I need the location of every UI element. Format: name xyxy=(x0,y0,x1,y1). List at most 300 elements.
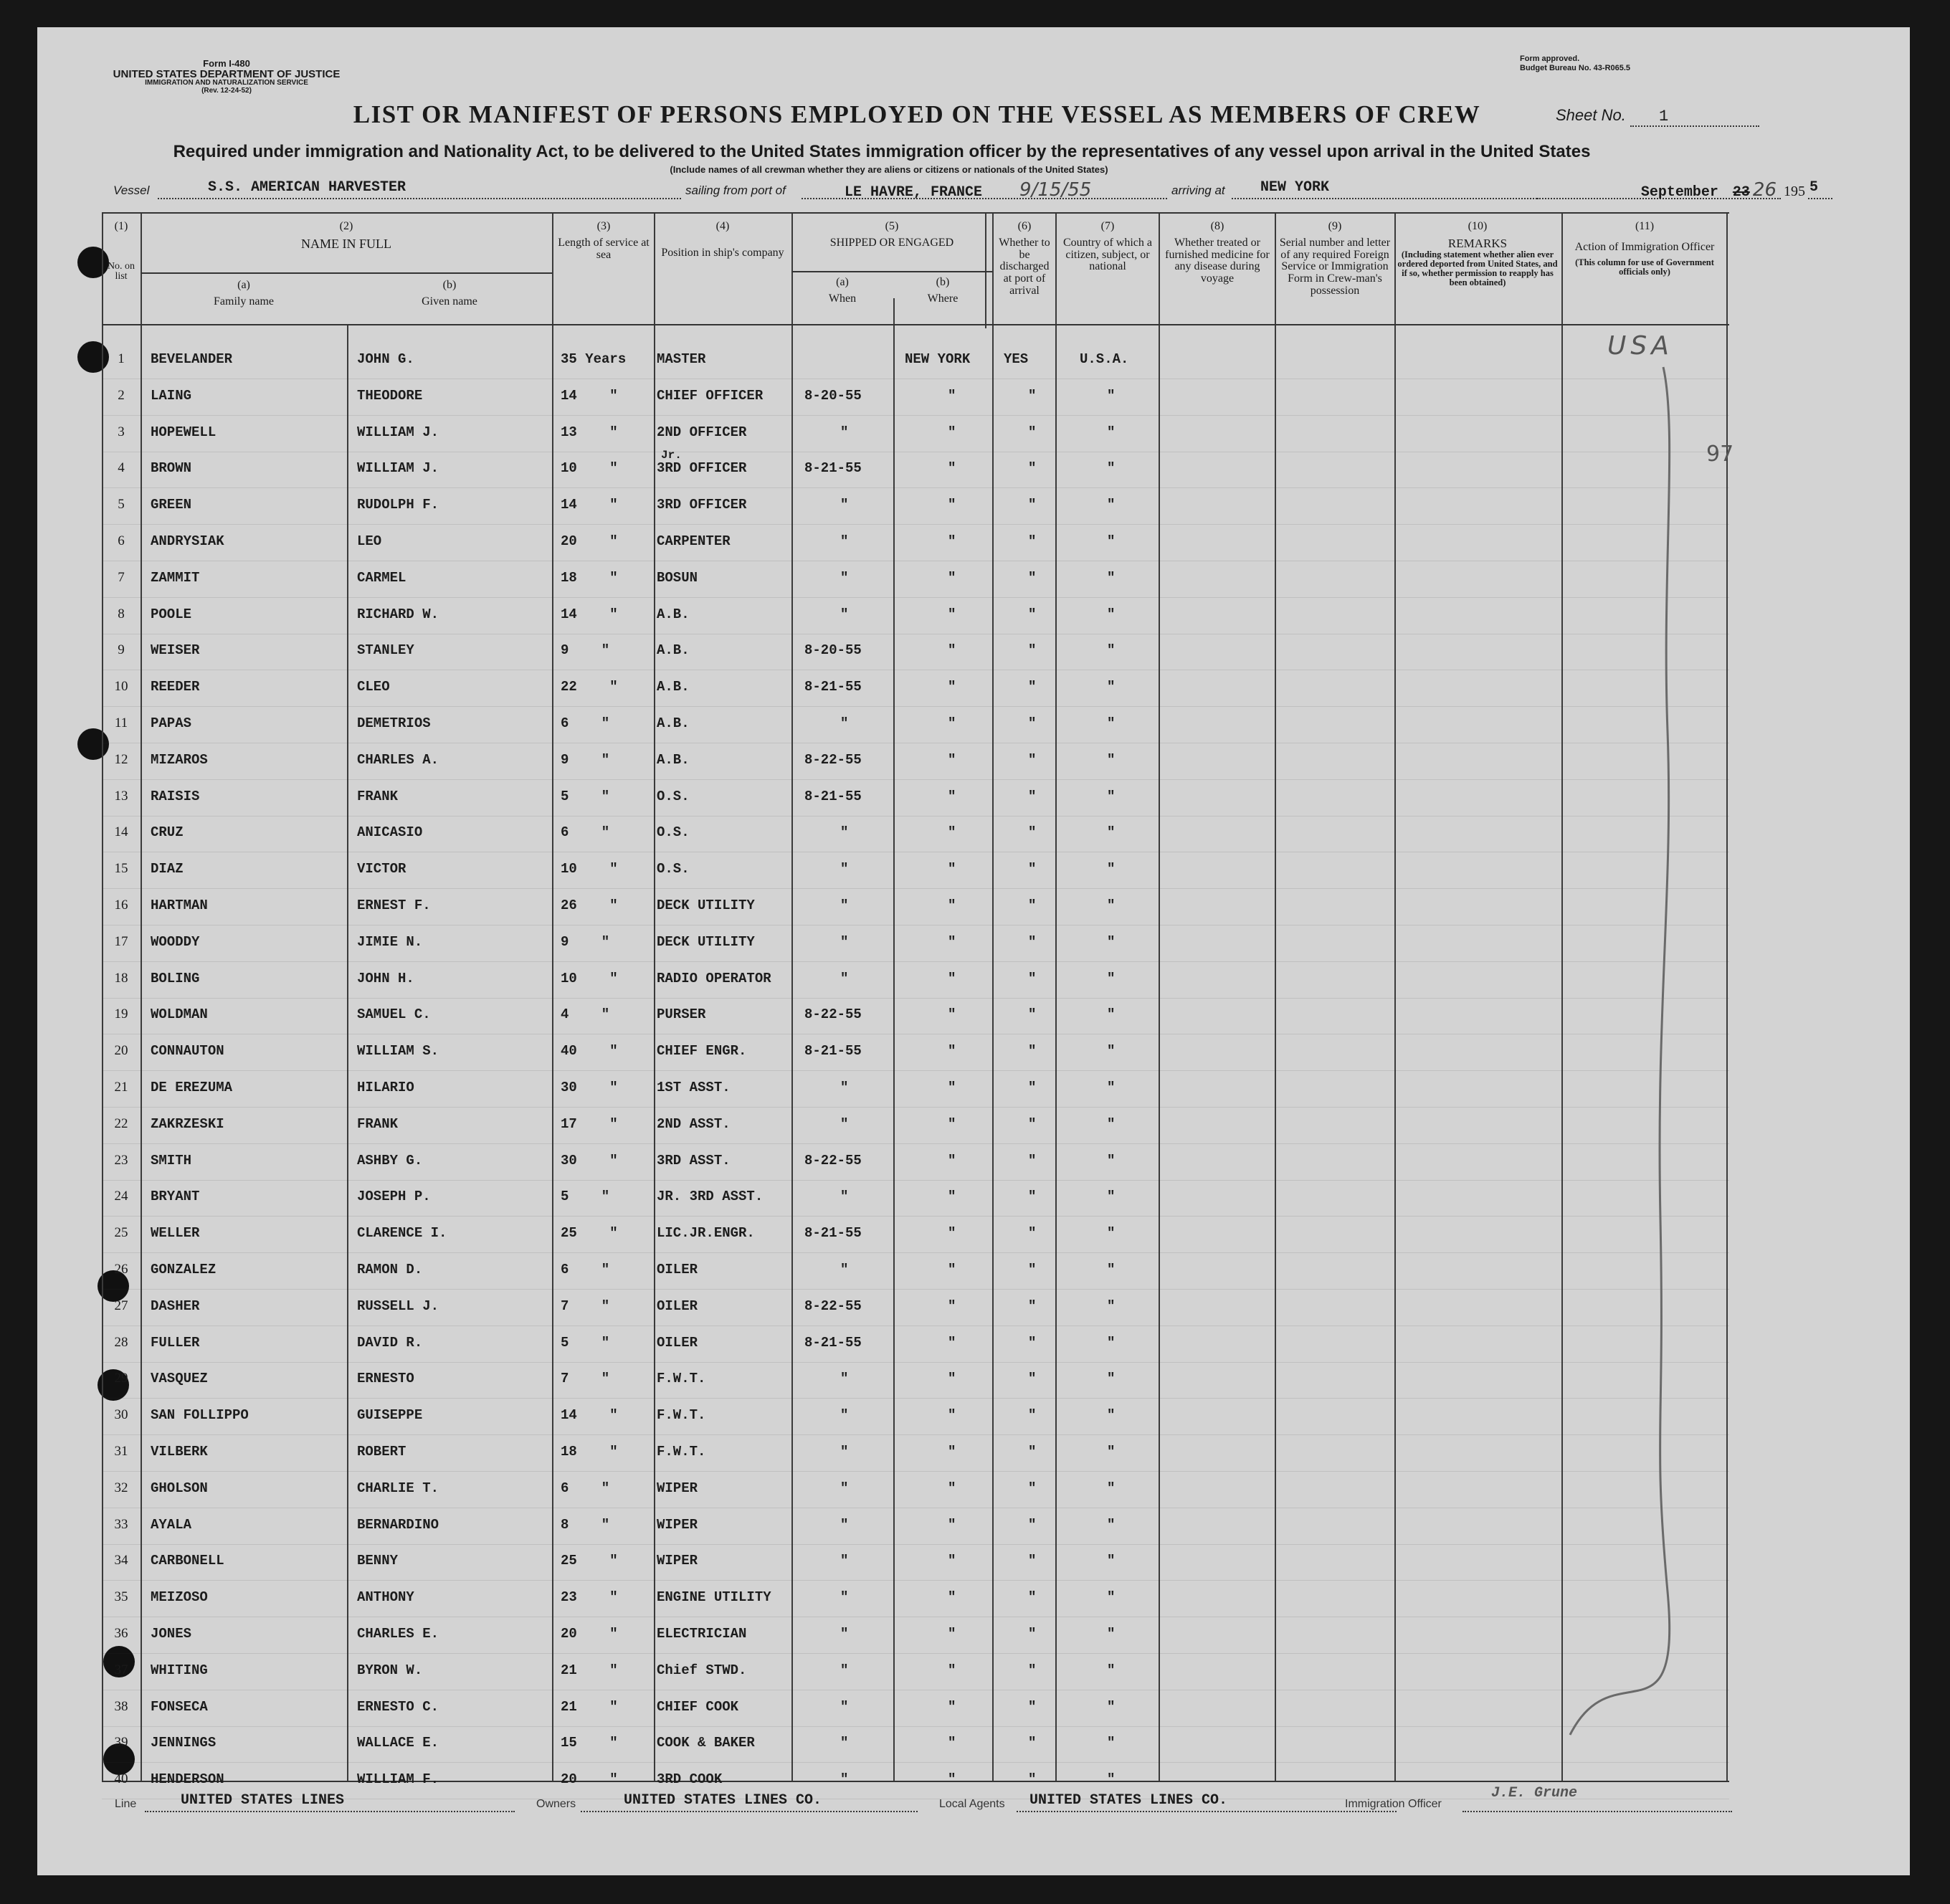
discharged: " xyxy=(1028,1589,1037,1606)
shipped-where: " xyxy=(948,933,956,950)
row-number: 3 xyxy=(118,424,125,439)
country: " xyxy=(1107,1735,1116,1751)
discharged: " xyxy=(1028,387,1037,404)
shipped-where: " xyxy=(948,1371,956,1387)
family-name: BEVELANDER xyxy=(151,351,233,367)
given-name: RAMON D. xyxy=(357,1262,423,1277)
family-name: JONES xyxy=(151,1626,192,1642)
length-of-service: 6 " xyxy=(561,824,610,841)
line-value: UNITED STATES LINES xyxy=(145,1792,515,1812)
family-name: CONNAUTON xyxy=(151,1043,224,1060)
vessel-name: S.S. AMERICAN HARVESTER xyxy=(158,179,681,199)
length-of-service: 9 " xyxy=(561,933,610,950)
position: OILER xyxy=(657,1262,698,1277)
position: 3RD OFFICER xyxy=(657,497,747,513)
length-of-service: 20 " xyxy=(561,1771,618,1788)
col1-label: No. on list xyxy=(107,260,135,282)
family-name: FULLER xyxy=(151,1334,200,1351)
country: " xyxy=(1107,424,1116,440)
country: " xyxy=(1107,1115,1116,1132)
row-number: 37 xyxy=(114,1662,128,1677)
discharged: " xyxy=(1028,679,1037,695)
arrival-port: NEW YORK xyxy=(1232,179,1537,199)
position: ELECTRICIAN xyxy=(657,1626,747,1642)
country: " xyxy=(1107,460,1116,477)
shipped-where: " xyxy=(948,1043,956,1060)
arrival-day-typed: 23 xyxy=(1732,184,1750,201)
shipped-when: 8-21-55 xyxy=(804,1225,862,1242)
shipped-when: " xyxy=(840,497,849,513)
position: A.B. xyxy=(657,751,690,768)
shipped-where: " xyxy=(948,970,956,986)
row-number: 19 xyxy=(114,1006,128,1022)
given-name: BENNY xyxy=(357,1553,399,1569)
row-number: 29 xyxy=(114,1371,128,1386)
given-name: STANLEY xyxy=(357,642,414,659)
shipped-where: " xyxy=(948,1225,956,1242)
shipped-where: " xyxy=(948,1407,956,1424)
row-number: 32 xyxy=(114,1480,128,1495)
shipped-when: " xyxy=(840,1589,849,1606)
family-name: WOLDMAN xyxy=(151,1006,208,1023)
approved-text: Form approved. xyxy=(1520,54,1580,63)
col9-label: Serial number and letter of any required Foreign Service or Immigration Form in Crew-man's possession xyxy=(1279,236,1391,297)
shipped-when: 8-21-55 xyxy=(804,1043,862,1060)
length-of-service: 9 " xyxy=(561,642,610,659)
shipped-where: " xyxy=(948,679,956,695)
row-number: 9 xyxy=(118,642,125,658)
discharged: " xyxy=(1028,1043,1037,1060)
form-approval xyxy=(1520,54,1721,72)
col2a-num: (a) xyxy=(237,279,250,291)
country: " xyxy=(1107,1298,1116,1314)
row-number: 34 xyxy=(114,1553,128,1569)
col2-num: (2) xyxy=(339,220,353,232)
row-number: 5 xyxy=(118,497,125,513)
page-title: LIST OR MANIFEST OF PERSONS EMPLOYED ON THE VESSEL AS MEMBERS OF CREW xyxy=(353,100,1481,128)
length-of-service: 10 " xyxy=(561,460,618,477)
country: " xyxy=(1107,1407,1116,1424)
discharged: " xyxy=(1028,1006,1037,1023)
shipped-when: " xyxy=(840,1262,849,1277)
agents-value: UNITED STATES LINES CO. xyxy=(1017,1792,1397,1812)
given-name: WILLIAM J. xyxy=(357,424,439,440)
crew-table xyxy=(102,212,1729,1788)
discharged: " xyxy=(1028,1407,1037,1424)
discharged: " xyxy=(1028,861,1037,877)
given-name: JOHN H. xyxy=(357,970,414,986)
country: " xyxy=(1107,1189,1116,1205)
col11-num: (11) xyxy=(1635,220,1655,232)
position: COOK & BAKER xyxy=(657,1735,755,1751)
table-row xyxy=(102,1070,1729,1071)
row-number: 12 xyxy=(114,751,128,767)
row-number: 22 xyxy=(114,1115,128,1131)
year-suffix: 5 xyxy=(1808,179,1832,199)
length-of-service: 30 " xyxy=(561,1152,618,1168)
family-name: ZAMMIT xyxy=(151,569,200,586)
position: WIPER xyxy=(657,1516,698,1533)
service: IMMIGRATION AND NATURALIZATION SERVICE xyxy=(145,79,308,87)
country: " xyxy=(1107,1553,1116,1569)
discharged: " xyxy=(1028,424,1037,440)
length-of-service: 9 " xyxy=(561,751,610,768)
country: " xyxy=(1107,1006,1116,1023)
country: " xyxy=(1107,751,1116,768)
length-of-service: 5 " xyxy=(561,1189,610,1205)
row-number: 6 xyxy=(118,533,125,548)
length-of-service: 14 " xyxy=(561,497,618,513)
shipped-when: 8-22-55 xyxy=(804,751,862,768)
discharged: " xyxy=(1028,1480,1037,1496)
row-number: 31 xyxy=(114,1444,128,1459)
shipped-when: " xyxy=(840,1189,849,1205)
col4-num: (4) xyxy=(715,220,730,232)
given-name: CLARENCE I. xyxy=(357,1225,447,1242)
shipped-where: " xyxy=(948,569,956,586)
shipped-when: 8-22-55 xyxy=(804,1152,862,1168)
family-name: REEDER xyxy=(151,679,200,695)
position-note: Jr. xyxy=(661,449,682,462)
position: CHIEF COOK xyxy=(657,1698,739,1715)
row-number: 24 xyxy=(114,1189,128,1204)
shipped-where: " xyxy=(948,824,956,841)
arriving-label: arriving at xyxy=(1171,184,1225,197)
shipped-where: " xyxy=(948,387,956,404)
family-name: HENDERSON xyxy=(151,1771,224,1788)
row-number: 26 xyxy=(114,1262,128,1277)
handwritten-date: 9/15/55 xyxy=(1019,179,1092,201)
country: " xyxy=(1107,970,1116,986)
given-name: CARMEL xyxy=(357,569,406,586)
given-name: FRANK xyxy=(357,788,399,804)
shipped-where: " xyxy=(948,1735,956,1751)
col7-num: (7) xyxy=(1100,220,1115,232)
officer-note: USA xyxy=(1607,331,1673,361)
discharged: " xyxy=(1028,1152,1037,1168)
position: PURSER xyxy=(657,1006,706,1023)
country: " xyxy=(1107,497,1116,513)
family-name: BRYANT xyxy=(151,1189,200,1205)
port-name: LE HAVRE, FRANCE xyxy=(845,184,983,201)
given-name: RUDOLPH F. xyxy=(357,497,439,513)
table-row xyxy=(102,779,1729,780)
given-name: SAMUEL C. xyxy=(357,1006,431,1023)
discharged: " xyxy=(1028,606,1037,622)
given-name: THEODORE xyxy=(357,387,423,404)
subtitle: Required under immigration and Nationality Act, to be delivered to the United States immigration officer by the representatives of any vessel upon arrival in the United States xyxy=(173,142,1591,161)
shipped-where: NEW YORK xyxy=(905,351,971,367)
family-name: FONSECA xyxy=(151,1698,208,1715)
owners-value: UNITED STATES LINES CO. xyxy=(581,1792,918,1812)
given-name: ERNEST F. xyxy=(357,898,431,913)
country: " xyxy=(1107,1771,1116,1788)
shipped-where: " xyxy=(948,1480,956,1496)
col5b-num: (b) xyxy=(936,276,950,288)
given-name: WILLIAM S. xyxy=(357,1043,439,1060)
col9-num: (9) xyxy=(1328,220,1342,232)
family-name: DIAZ xyxy=(151,861,184,877)
table-row xyxy=(102,1289,1729,1290)
shipped-when: " xyxy=(840,1662,849,1678)
col5a-num: (a) xyxy=(836,276,849,288)
length-of-service: 10 " xyxy=(561,970,618,986)
col3-label: Length of service at sea xyxy=(558,236,650,261)
country: " xyxy=(1107,824,1116,841)
row-number: 36 xyxy=(114,1626,128,1641)
table-row xyxy=(102,706,1729,707)
col5-num: (5) xyxy=(885,220,899,232)
shipped-when: " xyxy=(840,1080,849,1095)
family-name: WEISER xyxy=(151,642,200,659)
length-of-service: 20 " xyxy=(561,1626,618,1642)
table-row xyxy=(102,415,1729,416)
position: CHIEF OFFICER xyxy=(657,387,764,404)
country: " xyxy=(1107,1080,1116,1095)
length-of-service: 23 " xyxy=(561,1589,618,1606)
country: " xyxy=(1107,1334,1116,1351)
discharged: " xyxy=(1028,1080,1037,1095)
position: OILER xyxy=(657,1334,698,1351)
shipped-when: " xyxy=(840,569,849,586)
shipped-when: " xyxy=(840,1444,849,1460)
country: " xyxy=(1107,1662,1116,1678)
shipped-where: " xyxy=(948,1334,956,1351)
row-number: 1 xyxy=(118,351,125,366)
owners-label: Owners xyxy=(536,1798,576,1810)
country: " xyxy=(1107,861,1116,877)
country: " xyxy=(1107,715,1116,731)
discharged: " xyxy=(1028,715,1037,731)
shipped-where: " xyxy=(948,497,956,513)
country: " xyxy=(1107,387,1116,404)
shipped-where: " xyxy=(948,1189,956,1205)
table-row xyxy=(102,1726,1729,1727)
shipped-where: " xyxy=(948,1553,956,1569)
family-name: WOODDY xyxy=(151,933,200,950)
family-name: DE EREZUMA xyxy=(151,1080,233,1095)
length-of-service: 6 " xyxy=(561,1480,610,1496)
sheet-label: Sheet No. xyxy=(1556,106,1626,124)
family-name: ZAKRZESKI xyxy=(151,1115,224,1132)
col2b-label: Given name xyxy=(422,295,477,308)
family-name: CRUZ xyxy=(151,824,184,841)
shipped-when: 8-21-55 xyxy=(804,460,862,477)
family-name: LAING xyxy=(151,387,192,404)
discharged: " xyxy=(1028,1626,1037,1642)
shipped-when: " xyxy=(840,861,849,877)
shipped-where: " xyxy=(948,533,956,549)
country: " xyxy=(1107,1589,1116,1606)
length-of-service: 25 " xyxy=(561,1553,618,1569)
shipped-where: " xyxy=(948,1006,956,1023)
length-of-service: 6 " xyxy=(561,715,610,731)
shipped-where: " xyxy=(948,1080,956,1095)
discharged: " xyxy=(1028,1516,1037,1533)
margin-note: 97 xyxy=(1706,442,1734,467)
shipped-when: 8-22-55 xyxy=(804,1006,862,1023)
country: " xyxy=(1107,1516,1116,1533)
revision: (Rev. 12-24-52) xyxy=(201,86,252,95)
row-number: 28 xyxy=(114,1334,128,1350)
family-name: SMITH xyxy=(151,1152,192,1168)
budget-bureau: Budget Bureau No. 43-R065.5 xyxy=(1520,63,1631,72)
position: Chief STWD. xyxy=(657,1662,747,1678)
col8-label: Whether treated or furnished medicine for any disease during voyage xyxy=(1165,236,1270,285)
shipped-when: 8-21-55 xyxy=(804,788,862,804)
col6-num: (6) xyxy=(1017,220,1032,232)
row-number: 10 xyxy=(114,679,128,695)
shipped-where: " xyxy=(948,1262,956,1277)
discharged: " xyxy=(1028,1115,1037,1132)
position: 1ST ASST. xyxy=(657,1080,731,1095)
col6-label: Whether to be discharged at port of arrival xyxy=(999,236,1050,297)
country: " xyxy=(1107,1480,1116,1496)
position: WIPER xyxy=(657,1480,698,1496)
row-number: 35 xyxy=(114,1589,128,1605)
discharged: YES xyxy=(1004,351,1029,367)
shipped-when: 8-20-55 xyxy=(804,642,862,659)
row-number: 39 xyxy=(114,1735,128,1751)
shipped-when: " xyxy=(840,1115,849,1132)
country: " xyxy=(1107,1698,1116,1715)
table-row xyxy=(102,1471,1729,1472)
shipped-where: " xyxy=(948,1698,956,1715)
position: LIC.JR.ENGR. xyxy=(657,1225,755,1242)
form-number: Form I-480 xyxy=(203,58,250,69)
discharged: " xyxy=(1028,751,1037,768)
length-of-service: 25 " xyxy=(561,1225,618,1242)
position: O.S. xyxy=(657,788,690,804)
family-name: ANDRYSIAK xyxy=(151,533,224,549)
shipped-when: " xyxy=(840,1516,849,1533)
position: CHIEF ENGR. xyxy=(657,1043,747,1060)
family-name: GREEN xyxy=(151,497,192,513)
given-name: DAVID R. xyxy=(357,1334,423,1351)
length-of-service: 40 " xyxy=(561,1043,618,1060)
country: " xyxy=(1107,606,1116,622)
position: MASTER xyxy=(657,351,706,367)
given-name: FRANK xyxy=(357,1115,399,1132)
shipped-where: " xyxy=(948,788,956,804)
length-of-service: 4 " xyxy=(561,1006,610,1023)
shipped-where: " xyxy=(948,898,956,913)
table-row xyxy=(102,487,1729,488)
given-name: ASHBY G. xyxy=(357,1152,423,1168)
discharged: " xyxy=(1028,1553,1037,1569)
table-row xyxy=(102,1325,1729,1326)
family-name: MIZAROS xyxy=(151,751,208,768)
country: " xyxy=(1107,533,1116,549)
length-of-service: 20 " xyxy=(561,533,618,549)
position: 2ND OFFICER xyxy=(657,424,747,440)
family-name: SAN FOLLIPPO xyxy=(151,1407,249,1424)
row-number: 20 xyxy=(114,1043,128,1059)
col4-label: Position in ship's company xyxy=(661,246,784,259)
position: 3RD OFFICER xyxy=(657,460,747,477)
length-of-service: 17 " xyxy=(561,1115,618,1132)
length-of-service: 15 " xyxy=(561,1735,618,1751)
given-name: ERNESTO xyxy=(357,1371,414,1387)
family-name: HOPEWELL xyxy=(151,424,217,440)
given-name: RICHARD W. xyxy=(357,606,439,622)
given-name: WILLIAM F. xyxy=(357,1771,439,1788)
given-name: WALLACE E. xyxy=(357,1735,439,1751)
discharged: " xyxy=(1028,1371,1037,1387)
col10-sub: (Including statement whether alien ever ordered deported from United States, and if so, whether permission to reapply has been obtained) xyxy=(1397,249,1558,288)
position: CARPENTER xyxy=(657,533,731,549)
shipped-where: " xyxy=(948,1589,956,1606)
table-row xyxy=(102,1653,1729,1654)
officer-check-line xyxy=(1541,358,1685,1792)
row-number: 25 xyxy=(114,1225,128,1241)
position: 3RD ASST. xyxy=(657,1152,731,1168)
row-number: 27 xyxy=(114,1298,128,1313)
table-row xyxy=(102,1398,1729,1399)
discharged: " xyxy=(1028,898,1037,913)
family-name: PAPAS xyxy=(151,715,192,731)
col5-label: SHIPPED OR ENGAGED xyxy=(829,236,954,249)
given-name: LEO xyxy=(357,533,382,549)
agents-label: Local Agents xyxy=(939,1798,1005,1810)
length-of-service: 6 " xyxy=(561,1262,610,1277)
shipped-where: " xyxy=(948,1662,956,1678)
shipped-when: " xyxy=(840,1626,849,1642)
form-id-block xyxy=(62,59,391,95)
position: F.W.T. xyxy=(657,1371,706,1387)
length-of-service: 14 " xyxy=(561,606,618,622)
discharged: " xyxy=(1028,1698,1037,1715)
country: " xyxy=(1107,1225,1116,1242)
country: " xyxy=(1107,1371,1116,1387)
table-row xyxy=(102,1107,1729,1108)
position: RADIO OPERATOR xyxy=(657,970,771,986)
given-name: DEMETRIOS xyxy=(357,715,431,731)
given-name: RUSSELL J. xyxy=(357,1298,439,1314)
discharged: " xyxy=(1028,569,1037,586)
given-name: GUISEPPE xyxy=(357,1407,423,1424)
row-number: 17 xyxy=(114,933,128,949)
shipped-where: " xyxy=(948,606,956,622)
shipped-where: " xyxy=(948,1115,956,1132)
family-name: BROWN xyxy=(151,460,192,477)
position: A.B. xyxy=(657,679,690,695)
shipped-when: 8-21-55 xyxy=(804,1334,862,1351)
length-of-service: 18 " xyxy=(561,569,618,586)
row-number: 18 xyxy=(114,970,128,986)
shipped-where: " xyxy=(948,861,956,877)
row-number: 16 xyxy=(114,898,128,913)
family-name: MEIZOSO xyxy=(151,1589,208,1606)
col11-label: Action of Immigration Officer xyxy=(1574,240,1715,253)
country: " xyxy=(1107,679,1116,695)
given-name: ERNESTO C. xyxy=(357,1698,439,1715)
shipped-where: " xyxy=(948,642,956,659)
table-row xyxy=(102,888,1729,889)
country: " xyxy=(1107,1043,1116,1060)
position: A.B. xyxy=(657,715,690,731)
table-row xyxy=(102,1762,1729,1763)
include-note: (Include names of all crewman whether they are aliens or citizens or nationals of the United States) xyxy=(670,164,1108,175)
length-of-service: 26 " xyxy=(561,898,618,913)
family-name: RAISIS xyxy=(151,788,200,804)
arrival-month: September xyxy=(1640,184,1718,201)
table-row xyxy=(102,1252,1729,1253)
discharged: " xyxy=(1028,788,1037,804)
country: " xyxy=(1107,1626,1116,1642)
position: BOSUN xyxy=(657,569,698,586)
table-row xyxy=(102,1143,1729,1144)
